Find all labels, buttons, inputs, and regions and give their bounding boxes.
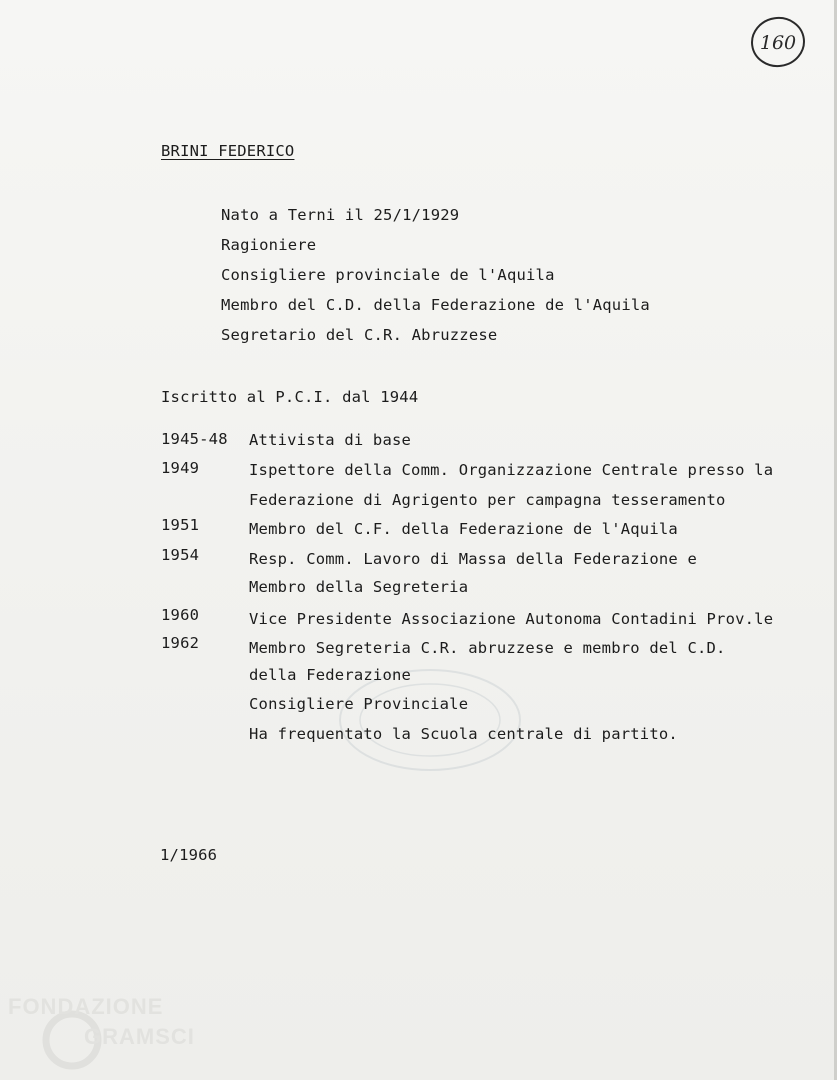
bio-role-3: Segretario del C.R. Abruzzese bbox=[221, 326, 498, 344]
bio-role-2: Membro del C.D. della Federazione de l'Aquila bbox=[221, 296, 650, 314]
career-year: 1945-48 bbox=[161, 430, 228, 448]
career-line: Membro Segreteria C.R. abruzzese e membro del C.D. bbox=[249, 639, 726, 657]
page-number: 160 bbox=[759, 32, 797, 54]
career-year: 1960 bbox=[161, 606, 200, 624]
person-name: BRINI FEDERICO bbox=[161, 142, 295, 160]
party-enrollment: Iscritto al P.C.I. dal 1944 bbox=[161, 388, 419, 406]
foundation-watermark bbox=[2, 990, 212, 1070]
career-line: Membro della Segreteria bbox=[249, 578, 469, 596]
document-date: 1/1966 bbox=[160, 846, 218, 864]
career-year: 1951 bbox=[161, 516, 200, 534]
career-line: Vice Presidente Associazione Autonoma Contadini Prov.le bbox=[249, 610, 774, 628]
career-line: Resp. Comm. Lavoro di Massa della Federazione e bbox=[249, 550, 697, 568]
career-year: 1954 bbox=[161, 546, 200, 564]
career-line: Attivista di base bbox=[249, 431, 412, 449]
career-line: della Federazione bbox=[249, 666, 412, 684]
career-line: Federazione di Agrigento per campagna tesseramento bbox=[249, 491, 726, 509]
bio-role-1: Consigliere provinciale de l'Aquila bbox=[221, 266, 555, 284]
watermark-line2: GRAMSCI bbox=[84, 1024, 195, 1049]
career-year: 1962 bbox=[161, 634, 200, 652]
watermark-line1: FONDAZIONE bbox=[8, 994, 164, 1019]
page-number-stamp bbox=[749, 14, 807, 70]
bio-profession: Ragioniere bbox=[221, 236, 317, 254]
career-line: Membro del C.F. della Federazione de l'Aquila bbox=[249, 520, 678, 538]
career-line: Ha frequentato la Scuola centrale di partito. bbox=[249, 725, 678, 743]
career-year: 1949 bbox=[161, 459, 200, 477]
career-line: Ispettore della Comm. Organizzazione Centrale presso la bbox=[249, 461, 774, 479]
bio-birth: Nato a Terni il 25/1/1929 bbox=[221, 206, 460, 224]
career-line: Consigliere Provinciale bbox=[249, 695, 469, 713]
